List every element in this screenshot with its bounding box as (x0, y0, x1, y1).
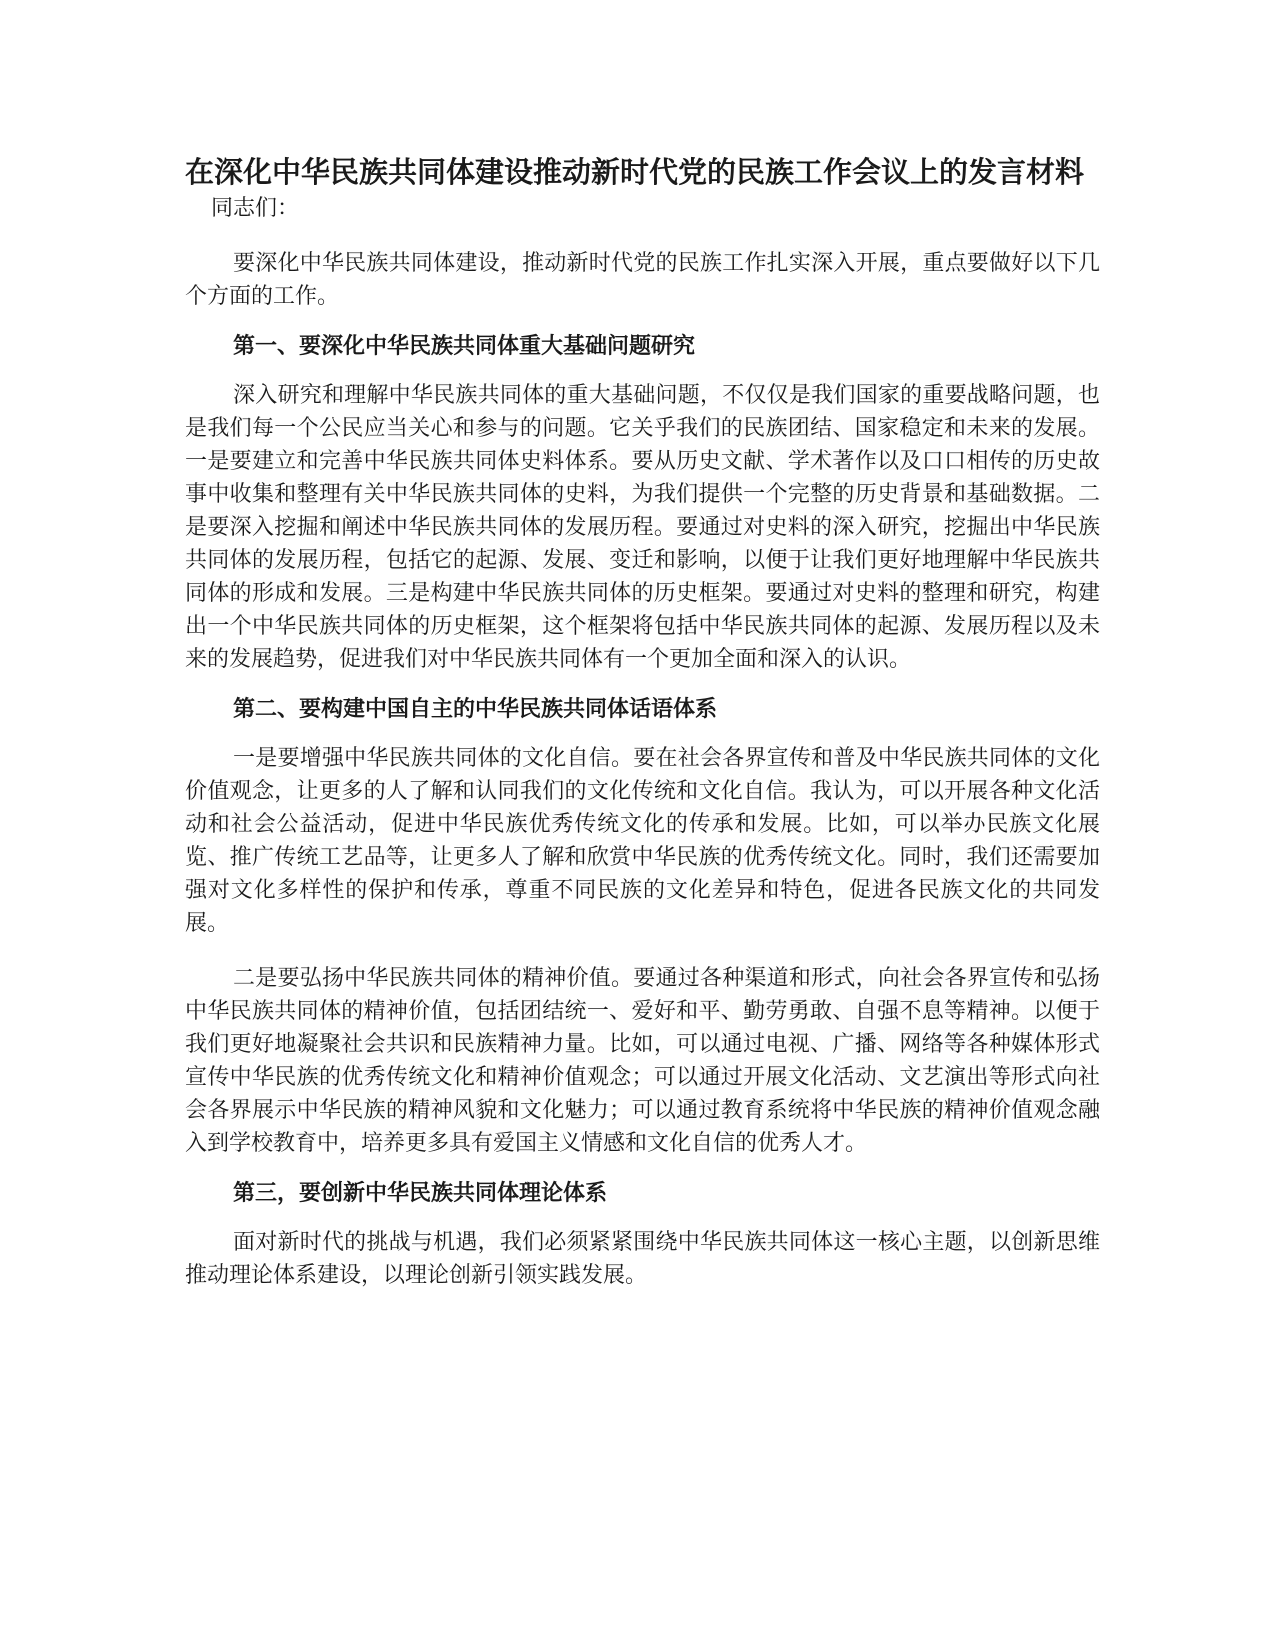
section-1-heading: 第一、要深化中华民族共同体重大基础问题研究 (233, 334, 696, 359)
salutation: 同志们： (211, 196, 300, 221)
document-title: 在深化中华民族共同体建设推动新时代党的民族工作会议上的发言材料 (185, 155, 1085, 189)
intro-paragraph: 要深化中华民族共同体建设，推动新时代党的民族工作扎实深入开展，重点要做好以下几个方面的工作。 (185, 251, 1100, 309)
section-2-paragraph-1: 一是要增强中华民族共同体的文化自信。要在社会各界宣传和普及中华民族共同体的文化价值观念，让更多的人了解和认同我们的文化传统和文化自信。我认为，可以开展各种文化活动和社会公益活动，促进中华民族优秀传统文化的传承和发展。比如，可以举办民族文化展览、推广传统工艺品等，让更多人了解和欣赏中华民族的优秀传统文化。同时，我们还需要加强对文化多样性的保护和传承，尊重不同民族的文化差异和特色，促进各民族文化的共同发展。 (185, 746, 1100, 936)
section-3-heading: 第三，要创新中华民族共同体理论体系 (233, 1181, 608, 1206)
section-2-paragraph-2: 二是要弘扬中华民族共同体的精神价值。要通过各种渠道和形式，向社会各界宣传和弘扬中华民族共同体的精神价值，包括团结统一、爱好和平、勤劳勇敢、自强不息等精神。以便于我们更好地凝聚社会共识和民族精神力量。比如，可以通过电视、广播、网络等各种媒体形式宣传中华民族的优秀传统文化和精神价值观念；可以通过开展文化活动、文艺演出等形式向社会各界展示中华民族的精神风貌和文化魅力；可以通过教育系统将中华民族的精神价值观念融入到学校教育中，培养更多具有爱国主义情感和文化自信的优秀人才。 (185, 966, 1100, 1156)
section-3-paragraph: 面对新时代的挑战与机遇，我们必须紧紧围绕中华民族共同体这一核心主题，以创新思维推动理论体系建设，以理论创新引领实践发展。 (185, 1230, 1100, 1288)
section-2-heading: 第二、要构建中国自主的中华民族共同体话语体系 (233, 697, 718, 722)
document-page (185, 152, 1100, 1292)
section-1-paragraph: 深入研究和理解中华民族共同体的重大基础问题，不仅仅是我们国家的重要战略问题，也是我们每一个公民应当关心和参与的问题。它关乎我们的民族团结、国家稳定和未来的发展。一是要建立和完善中华民族共同体史料体系。要从历史文献、学术著作以及口口相传的历史故事中收集和整理有关中华民族共同体的史料，为我们提供一个完整的历史背景和基础数据。二是要深入挖掘和阐述中华民族共同体的发展历程。要通过对史料的深入研究，挖掘出中华民族共同体的发展历程，包括它的起源、发展、变迁和影响，以便于让我们更好地理解中华民族共同体的形成和发展。三是构建中华民族共同体的历史框架。要通过对史料的整理和研究，构建出一个中华民族共同体的历史框架，这个框架将包括中华民族共同体的起源、发展历程以及未来的发展趋势，促进我们对中华民族共同体有一个更加全面和深入的认识。 (185, 383, 1100, 672)
